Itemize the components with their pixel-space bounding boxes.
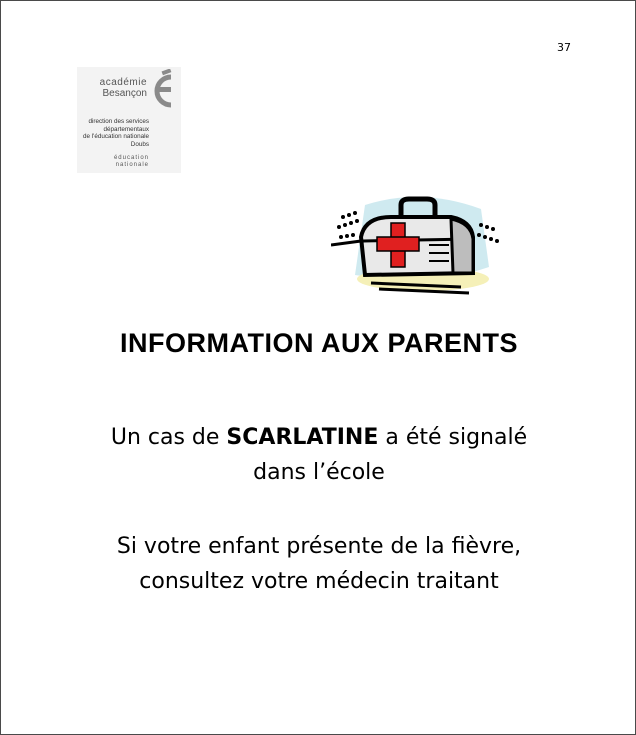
logo-dir-line: direction des services bbox=[88, 118, 149, 125]
page-title: INFORMATION AUX PARENTS bbox=[120, 328, 518, 358]
logo-dir-line: départementaux bbox=[103, 125, 149, 133]
logo-directorate bbox=[77, 118, 149, 148]
logo-academie: académie bbox=[99, 77, 147, 88]
announcement-text-start: Un cas de bbox=[110, 425, 227, 450]
advice-line1: Si votre enfant présente de la fièvre, bbox=[116, 534, 522, 559]
case-announcement bbox=[1, 420, 636, 490]
logo-e-mark-icon bbox=[147, 69, 179, 111]
logo-city: Besançon bbox=[102, 88, 147, 99]
logo-dir-line: de l'éducation nationale bbox=[83, 133, 149, 141]
logo-dir-line: Doubs bbox=[130, 140, 149, 148]
disease-name: SCARLATINE bbox=[226, 425, 379, 450]
advice-text bbox=[1, 529, 636, 599]
announcement-text-end: a été signalé bbox=[378, 425, 528, 450]
first-aid-kit-icon bbox=[331, 187, 511, 297]
academy-logo bbox=[77, 67, 181, 173]
advice-line2: consultez votre médecin traitant bbox=[139, 569, 499, 594]
logo-ministry-line: éducation bbox=[113, 155, 149, 161]
logo-ministry bbox=[77, 155, 149, 169]
logo-ministry-line: nationale bbox=[115, 162, 149, 168]
page-number: 37 bbox=[557, 41, 571, 54]
case-announcement-line2: dans l’école bbox=[253, 460, 385, 485]
case-announcement-line1 bbox=[1, 420, 636, 455]
